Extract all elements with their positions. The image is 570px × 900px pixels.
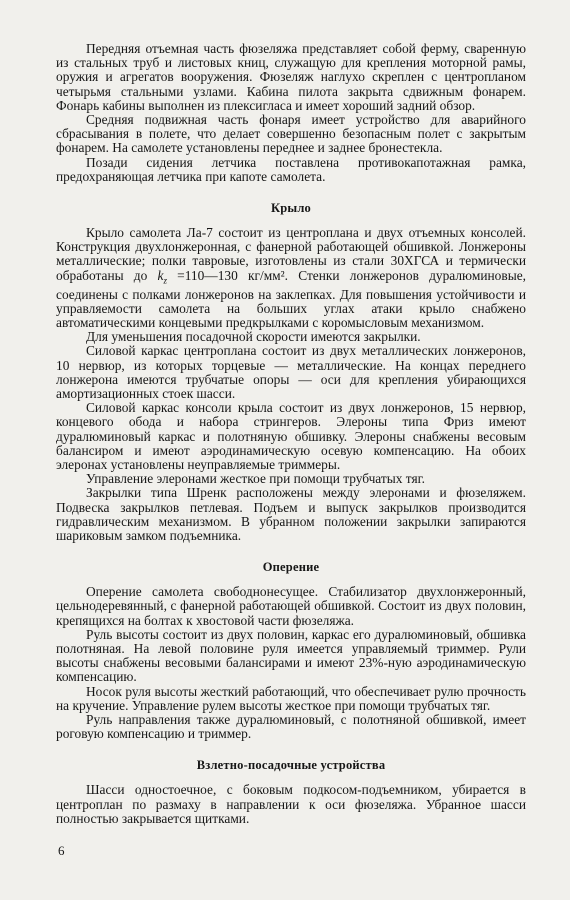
heading-wing: Крыло — [270, 201, 312, 216]
wing-k-subscript: z — [163, 275, 167, 286]
paragraph-landing-gear: Шасси одностоечное, с боковым подкосом-подъемником, убирается в центроплан по размаху в направлении к оси фюзеляжа. Убранное шасси полностью закрывается щитками. — [56, 782, 526, 826]
page-number: 6 — [58, 843, 65, 858]
paragraph-elevator-nose: Носок руля высоты жесткий работающий, что обеспечивает рулю прочность на кручение. Управление рулем высоты жесткое при помощи трубчатых тяг. — [56, 683, 526, 713]
paragraph-seat-frame: Позади сидения летчика поставлена противокапотажная рамка, предохраняющая летчика при капоте самолета. — [56, 154, 526, 184]
paragraph-flaps-intro: Для уменьшения посадочной скорости имеются закрылки. — [86, 329, 421, 345]
wing-k-symbol: k — [157, 267, 164, 283]
heading-landing-gear: Взлетно-посадочные устройства — [196, 758, 386, 773]
paragraph-aileron-control: Управление элеронами жесткое при помощи трубчатых тяг. — [86, 471, 425, 487]
paragraph-rudder: Руль направления также дуралюминовый, с полотняной обшивкой, имеет роговую компенсацию и триммер. — [56, 712, 526, 742]
paragraph-canopy: Средняя подвижная часть фонаря имеет устройство для аварийного сбрасывания в полете, что делает совершенно безопасным полет с закрытым фонарем. На самолете установлены переднее и заднее бронестекла. — [56, 112, 526, 156]
wing-text-part-b: =110—130 кг/мм². Стенки лонжеронов дуралюминовые, соединены с полками лонжеронов на заклепках. Для повышения устойчивости и управляемости самолета на больших углах атаки крыло снабжено автоматическими концевыми предкрылками с коромысловым механизмом. — [56, 267, 526, 330]
heading-tail: Оперение — [262, 560, 320, 575]
paragraph-center-section: Силовой каркас центроплана состоит из двух металлических лонжеронов, 10 нервюр, из которых торцевые — металлические. На концах переднего лонжерона имеются трубчатые опоры — оси для крепления убирающихся амортизационных стоек шасси. — [56, 343, 526, 401]
wing-text-part-a: Крыло самолета Ла-7 состоит из центроплана и двух отъемных консолей. Конструкция двухлонжеронная, с фанерной работающей обшивкой. Лонжероны металлические; полки тавровые, изготовлены из стали 30ХГСА и термически обработаны до — [56, 225, 526, 283]
paragraph-elevator: Руль высоты состоит из двух половин, каркас его дуралюминовый, обшивка полотняная. На левой половине руля имеется управляемый триммер. Рули высоты снабжены весовыми балансирами и имеют 23%-ную аэродинамическую компенсацию. — [56, 626, 526, 685]
paragraph-fuselage-front: Передняя отъемная часть фюзеляжа представляет собой ферму, сваренную из стальных труб и листовых книц, служащую для крепления моторной рамы, оружия и агрегатов вооружения. Фюзеляж наглухо скреплен с центропланом четырьмя стальными узлами. Кабина пилота закрыта сдвижным фонарем. Фонарь кабины выполнен из плексигласа и имеет хороший задний обзор. — [56, 41, 526, 113]
paragraph-schrenk-flaps: Закрылки типа Шренк расположены между элеронами и фюзеляжем. Подвеска закрылков петлевая. Подъем и выпуск закрылков производится гидравлическим механизмом. В убранном положении закрылки запираются шариковым замком подъемника. — [56, 485, 526, 543]
paragraph-tail-unit: Оперение самолета свободнонесущее. Стабилизатор двухлонжеронный, цельнодеревянный, с фанерной работающей обшивкой. Состоит из двух половин, крепящихся на болтах к хвостовой части фюзеляжа. — [56, 584, 526, 628]
paragraph-console: Силовой каркас консоли крыла состоит из двух лонжеронов, 15 нервюр, концевого обода и набора стрингеров. Элероны типа Фриз имеют дуралюминовый каркас и полотняную обшивку. Элероны снабжены весовым балансиром и имеют аэродинамическую осевую компенсацию. На обоих элеронах установлены неуправляемые триммеры. — [56, 400, 526, 472]
paragraph-wing-structure — [56, 226, 526, 330]
